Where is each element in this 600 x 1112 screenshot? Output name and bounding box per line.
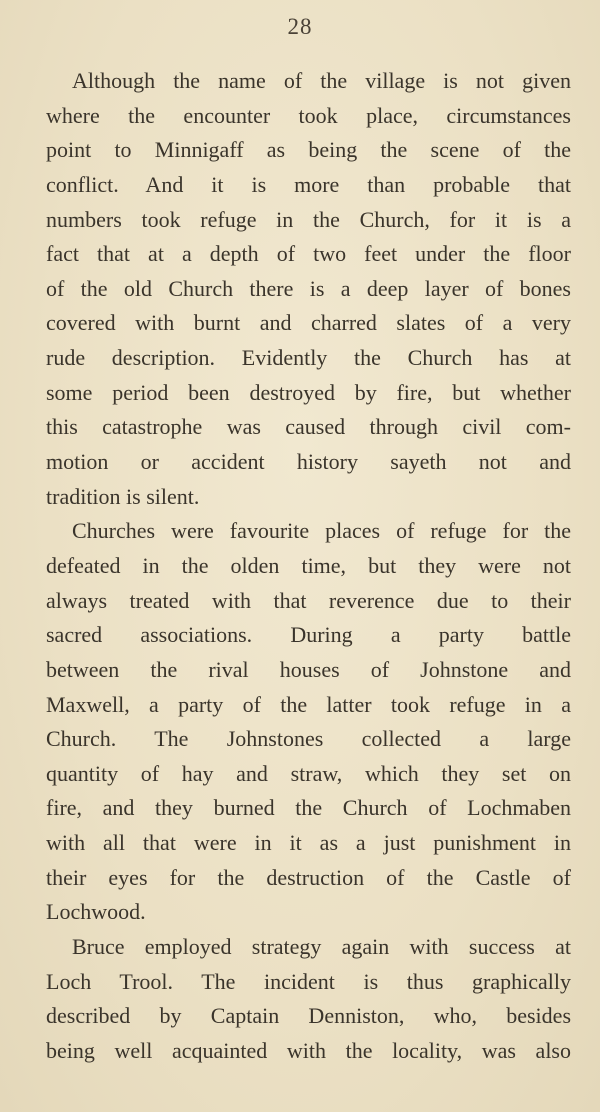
text-line: point to Minnigaff as being the scene of the: [46, 137, 571, 163]
text-line: covered with burnt and charred slates of a very: [46, 310, 571, 336]
text-line: tradition is silent.: [46, 483, 200, 509]
text-line: Churches were favourite places of refuge for the: [72, 518, 571, 544]
paragraph-bruce-strategy: [46, 930, 571, 1069]
text-line: Bruce employed strategy again with success at: [72, 934, 571, 960]
text-line: Although the name of the village is not given: [72, 68, 571, 93]
text-line: motion or accident history sayeth not and: [46, 449, 571, 475]
text-line: conflict. And it is more than probable that: [46, 171, 571, 197]
text-line: their eyes for the destruction of the Castle of: [46, 864, 571, 890]
text-line: Maxwell, a party of the latter took refuge in a: [46, 691, 571, 717]
paragraph-churches-refuge: [46, 514, 571, 930]
text-line: where the encounter took place, circumstances: [46, 102, 571, 128]
text-line: of the old Church there is a deep layer of bones: [46, 275, 571, 301]
text-line: Loch Trool. The incident is thus graphically: [46, 968, 571, 994]
text-line: described by Captain Denniston, who, besides: [46, 1003, 571, 1029]
paragraph-minnigaff: [46, 64, 571, 514]
body-text: [46, 64, 571, 1069]
text-line: always treated with that reverence due to their: [46, 587, 571, 613]
text-line: rude description. Evidently the Church has at: [46, 345, 571, 371]
text-line: numbers took refuge in the Church, for it is a: [46, 206, 571, 232]
text-line: defeated in the olden time, but they were not: [46, 552, 571, 578]
text-line: Church. The Johnstones collected a large: [46, 726, 571, 752]
text-line: quantity of hay and straw, which they set on: [46, 760, 571, 786]
text-line: between the rival houses of Johnstone and: [46, 656, 571, 682]
text-line: Lochwood.: [46, 899, 146, 925]
text-line: fact that at a depth of two feet under the floor: [46, 241, 571, 267]
text-line: with all that were in it as a just punishment in: [46, 830, 571, 856]
text-line: fire, and they burned the Church of Lochmaben: [46, 795, 571, 821]
text-line: this catastrophe was caused through civil com-: [46, 414, 571, 440]
text-line: sacred associations. During a party battle: [46, 622, 571, 648]
text-line: being well acquainted with the locality, was also: [46, 1037, 571, 1063]
text-line: some period been destroyed by fire, but whether: [46, 379, 571, 405]
page-number: 28: [287, 14, 313, 39]
